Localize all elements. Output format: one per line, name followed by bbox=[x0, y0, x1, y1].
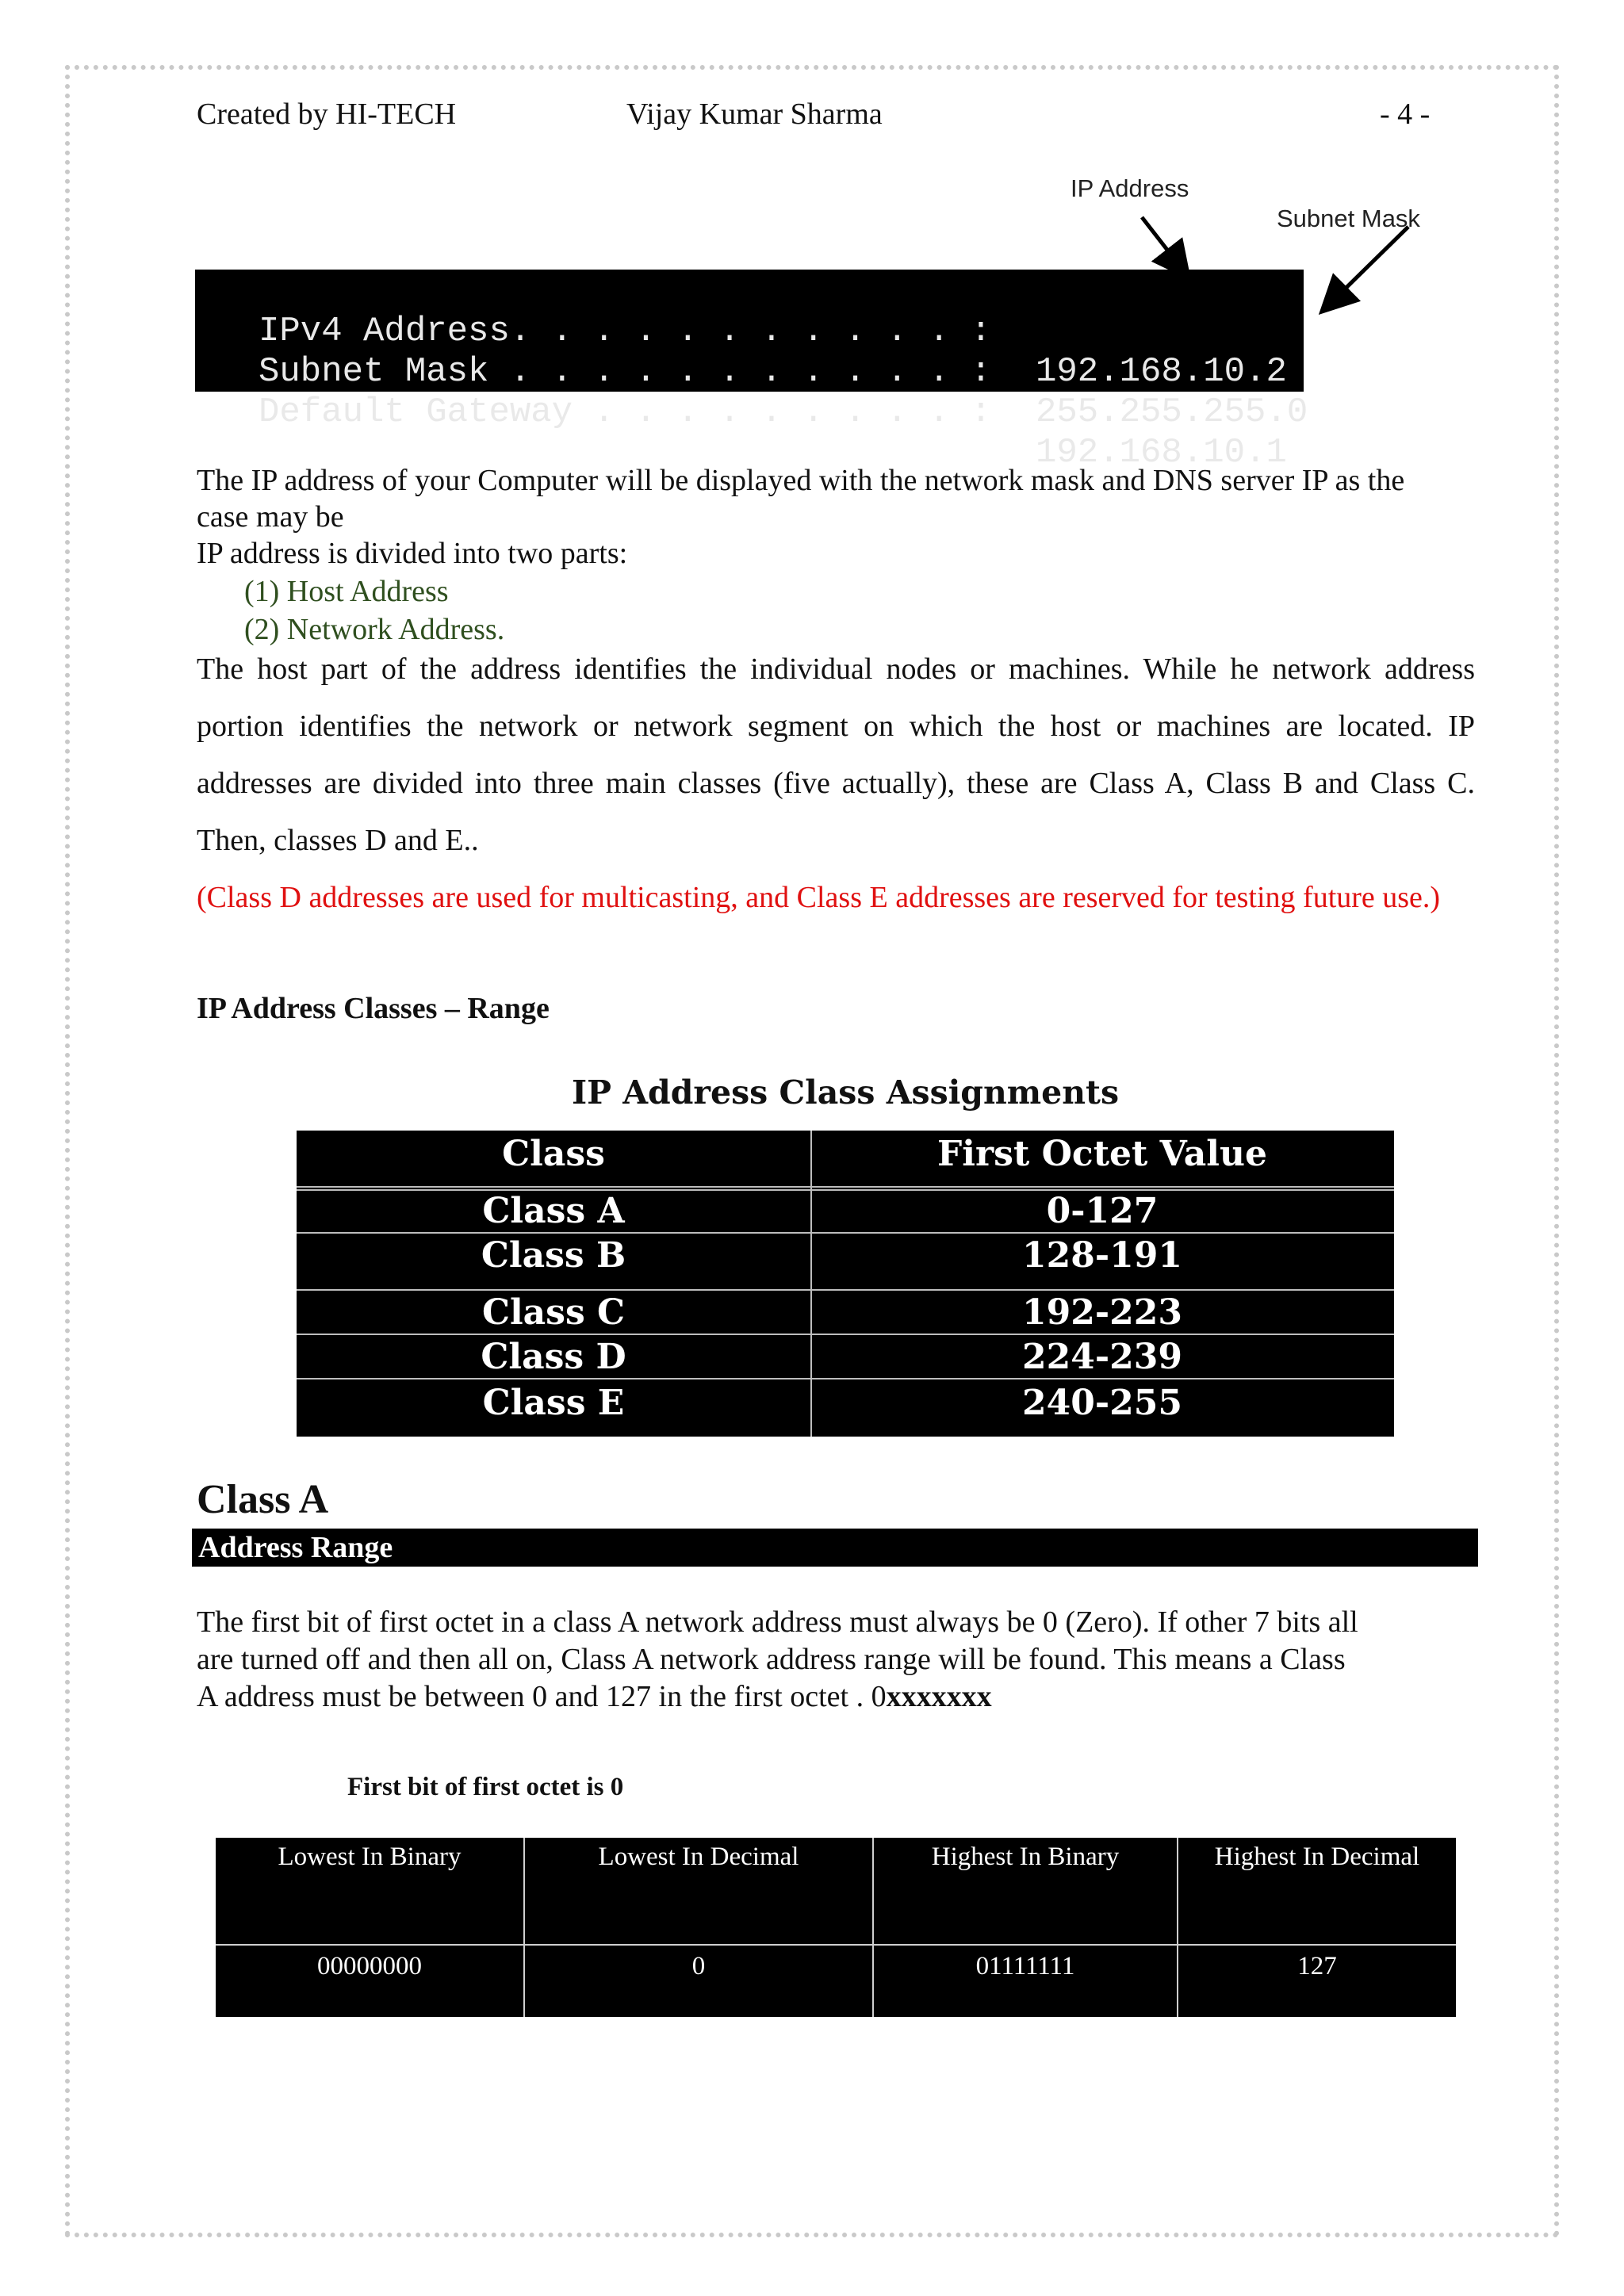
class-a-bits: xxxxxxx bbox=[886, 1680, 992, 1713]
header-first-octet: First Octet Value bbox=[937, 1134, 1267, 1174]
terminal-value: 255.255.255.0 bbox=[1036, 392, 1308, 432]
class-cell: Class D bbox=[481, 1337, 626, 1377]
header-highest-decimal: Highest In Decimal bbox=[1214, 1843, 1420, 1871]
ipconfig-output bbox=[195, 270, 1308, 473]
intro-line-3: IP address is divided into two parts: bbox=[197, 537, 628, 570]
table-header-row bbox=[297, 1134, 1394, 1174]
class-a-line-3-text: A address must be between 0 and 127 in the first octet . 0 bbox=[197, 1680, 887, 1713]
table-row bbox=[297, 1292, 1394, 1333]
part-network-address: (2) Network Address. bbox=[244, 613, 505, 646]
terminal-value: 192.168.10.1 bbox=[1036, 433, 1287, 473]
class-a-line-1: The first bit of first octet in a class A network address must always be 0 (Zero). If other 7 bits all bbox=[197, 1605, 1358, 1639]
ip-address-annotation: IP Address bbox=[1071, 174, 1189, 202]
octet-cell: 128-191 bbox=[1022, 1235, 1182, 1276]
classes-range-heading: IP Address Classes – Range bbox=[197, 992, 550, 1025]
table-row bbox=[297, 1235, 1394, 1276]
terminal-label: Subnet Mask . . . . . . . . . . . : bbox=[259, 352, 992, 392]
highest-binary-value: 01111111 bbox=[975, 1952, 1075, 1980]
ip-arrow bbox=[1142, 217, 1186, 274]
table-row bbox=[297, 1191, 1394, 1231]
terminal-label: IPv4 Address. . . . . . . . . . . : bbox=[259, 312, 992, 351]
header-class: Class bbox=[502, 1134, 605, 1174]
header-highest-binary: Highest In Binary bbox=[931, 1843, 1120, 1871]
intro-line-2: case may be bbox=[197, 500, 344, 534]
mask-arrow bbox=[1324, 227, 1408, 309]
intro-line-1: The IP address of your Computer will be displayed with the network mask and DNS server IP as the bbox=[197, 464, 1405, 497]
terminal-value: 192.168.10.2 bbox=[1036, 352, 1287, 392]
class-table-title: IP Address Class Assignments bbox=[571, 1073, 1120, 1112]
host-network-paragraph: The host part of the address identifies the individual nodes or machines. While he network address portion identifies the network or network segment on which the host or machines are located. IP addresses are divided into three main classes (five actually), these are Class A, Class B and Class C. Then, classes D and E.. bbox=[197, 652, 1475, 857]
header-lowest-binary: Lowest In Binary bbox=[278, 1843, 462, 1871]
part-host-address: (1) Host Address bbox=[244, 575, 449, 608]
lowest-binary-value: 00000000 bbox=[317, 1952, 422, 1980]
subnet-mask-annotation: Subnet Mask bbox=[1277, 205, 1420, 232]
class-a-line-2: are turned off and then all on, Class A network address range will be found. This means a Class bbox=[197, 1643, 1346, 1676]
class-cell: Class E bbox=[482, 1383, 625, 1423]
table-row bbox=[297, 1383, 1394, 1423]
class-a-heading: Class A bbox=[197, 1477, 329, 1522]
octet-cell: 192-223 bbox=[1022, 1292, 1182, 1333]
header-lowest-decimal: Lowest In Decimal bbox=[598, 1843, 799, 1871]
page-number: - 4 - bbox=[1380, 98, 1431, 131]
octet-cell: 224-239 bbox=[1022, 1337, 1182, 1377]
address-range-bar: Address Range bbox=[192, 1529, 1478, 1567]
first-bit-caption: First bit of first octet is 0 bbox=[347, 1773, 624, 1801]
class-cell: Class C bbox=[481, 1292, 626, 1333]
lowest-decimal-value: 0 bbox=[691, 1952, 706, 1980]
terminal-label: Default Gateway . . . . . . . . . : bbox=[259, 392, 992, 432]
header-name: Vijay Kumar Sharma bbox=[626, 98, 883, 131]
highest-decimal-value: 127 bbox=[1297, 1952, 1337, 1980]
octet-cell: 0-127 bbox=[1046, 1191, 1159, 1231]
class-a-range-table bbox=[216, 1838, 1456, 2017]
class-a-line-3 bbox=[197, 1679, 1475, 1714]
header-author: Created by HI-TECH bbox=[197, 98, 457, 131]
class-cell: Class B bbox=[481, 1235, 626, 1276]
table-row bbox=[297, 1337, 1394, 1377]
class-assignments-table bbox=[297, 1131, 1394, 1437]
class-d-e-note: (Class D addresses are used for multicasting, and Class E addresses are reserved for testing future use.) bbox=[197, 881, 1441, 914]
octet-cell: 240-255 bbox=[1022, 1383, 1182, 1423]
class-cell: Class A bbox=[482, 1191, 625, 1231]
